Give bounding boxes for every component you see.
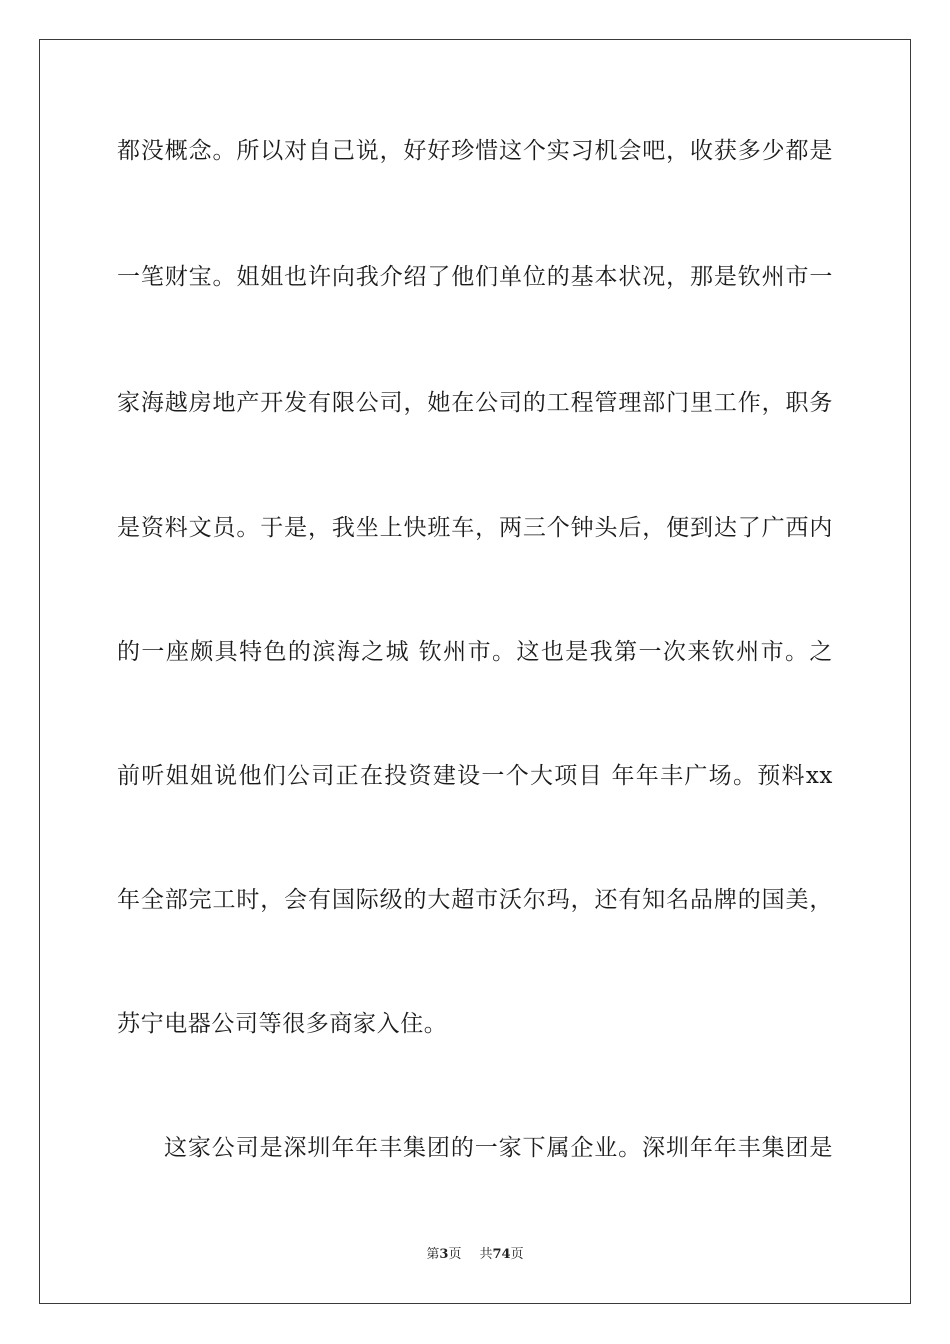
body-text-line: 都没概念。所以对自己说，好好珍惜这个实习机会吧，收获多少都是 bbox=[117, 138, 833, 164]
paragraph-first-line: 这家公司是深圳年年丰集团的一家下属企业。深圳年年丰集团是 bbox=[164, 1135, 833, 1161]
body-text-line: 的一座颇具特色的滨海之城 钦州市。这也是我第一次来钦州市。之 bbox=[117, 639, 833, 665]
page-border bbox=[39, 39, 911, 1304]
body-text-line: 年全部完工时，会有国际级的大超市沃尔玛，还有知名品牌的国美， bbox=[117, 887, 833, 913]
body-text-line: 一笔财宝。姐姐也许向我介绍了他们单位的基本状况，那是钦州市一 bbox=[117, 264, 833, 290]
total-pages: 74 bbox=[492, 1247, 511, 1262]
body-text-line: 是资料文员。于是，我坐上快班车，两三个钟头后，便到达了广西内 bbox=[117, 515, 833, 541]
total-label-prefix: 共 bbox=[479, 1247, 493, 1262]
page-label-prefix: 第 bbox=[426, 1247, 440, 1262]
page-number: 3 bbox=[439, 1247, 449, 1262]
body-text-line: 前听姐姐说他们公司正在投资建设一个大项目 年年丰广场。预料xx bbox=[117, 763, 833, 789]
total-label-suffix: 页 bbox=[510, 1247, 524, 1262]
body-text-line: 苏宁电器公司等很多商家入住。 bbox=[117, 1011, 448, 1037]
body-text-line: 家海越房地产开发有限公司，她在公司的工程管理部门里工作，职务 bbox=[117, 390, 833, 416]
page-label-suffix: 页 bbox=[448, 1247, 462, 1262]
page-footer bbox=[0, 1246, 950, 1264]
